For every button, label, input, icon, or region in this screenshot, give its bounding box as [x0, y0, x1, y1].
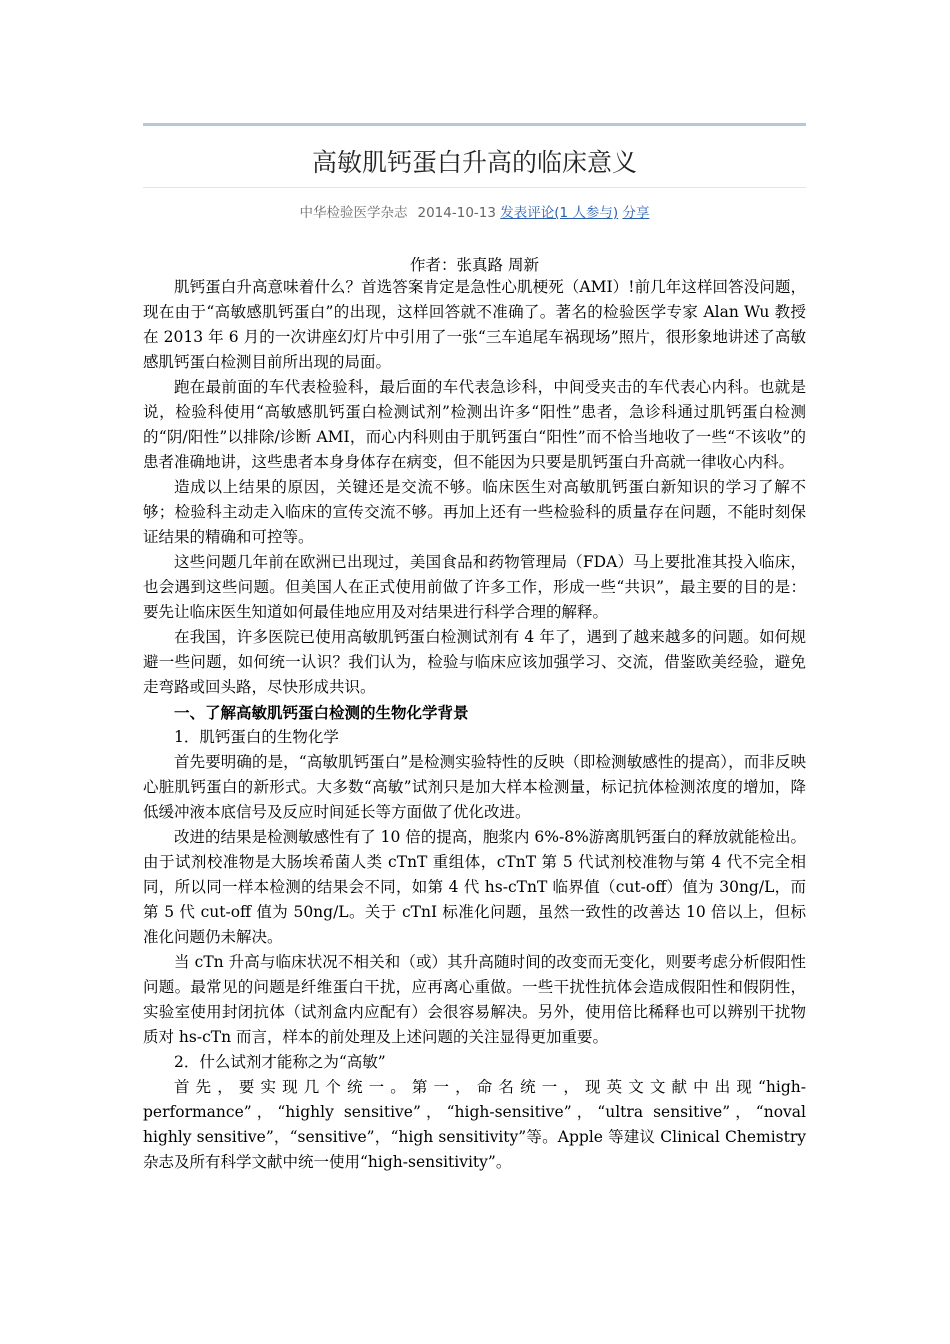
paragraph: 造成以上结果的原因，关键还是交流不够。临床医生对高敏肌钙蛋白新知识的学习了解不够；检验科主动走入临床的宣传交流不够。再加上还有一些检验科的质量存在问题，不能时刻保证结果的精确和可控等。 [143, 478, 806, 546]
subsection-heading: 2．什么试剂才能称之为“高敏” [174, 1053, 386, 1071]
article-title: 高敏肌钙蛋白升高的临床意义 [311, 148, 637, 177]
title-divider [143, 187, 806, 188]
paragraph: 肌钙蛋白升高意味着什么？首选答案肯定是急性心肌梗死（AMI）!前几年这样回答没问题，现在由于“高敏感肌钙蛋白”的出现，这样回答就不准确了。著名的检验医学专家 Alan Wu 教授在 2013 年 6 月的一次讲座幻灯片中引用了一张“三车追尾车祸现场”照片，很形象地讲述了高敏感肌钙蛋白检测目前所出现的局面。 [143, 278, 806, 371]
paragraph: 当 cTn 升高与临床状况不相关和（或）其升高随时间的改变而无变化，则要考虑分析假阳性问题。最常见的问题是纤维蛋白干扰，应再离心重做。一些干扰性抗体会造成假阳性和假阴性，实验室使用封闭抗体（试剂盒内应配有）会很容易解决。另外，使用倍比稀释也可以辨别干扰物质对 hs-cTn 而言，样本的前处理及上述问题的关注显得更加重要。 [143, 953, 806, 1046]
source-label: 中华检验医学杂志 [299, 205, 408, 221]
share-link[interactable]: 分享 [622, 205, 650, 221]
paragraph: 在我国，许多医院已使用高敏肌钙蛋白检测试剂有 4 年了，遇到了越来越多的问题。如何规避一些问题，如何统一认识？我们认为，检验与临床应该加强学习、交流，借鉴欧美经验，避免走弯路或回头路，尽快形成共识。 [143, 628, 806, 696]
section-heading: 一、了解高敏肌钙蛋白检测的生物化学背景 [174, 703, 469, 722]
article-meta [143, 203, 806, 223]
subsection-heading: 1．肌钙蛋白的生物化学 [174, 728, 339, 746]
top-divider [143, 123, 806, 126]
paragraph: 首先要明确的是，“高敏肌钙蛋白”是检测实验特性的反映（即检测敏感性的提高），而非反映心脏肌钙蛋白的新形式。大多数“高敏”试剂只是加大样本检测量，标记抗体检测浓度的增加，降低缓冲液本底信号及反应时间延长等方面做了优化改进。 [143, 753, 806, 821]
author-line: 作者：张真路 周新 [410, 256, 539, 274]
article-body [143, 275, 806, 1175]
paragraph: 首先，要实现几个统一。第一，命名统一，现英文文献中出现“high-performance”，“highly sensitive”，“high-sensitive”，“ultra sensitive”，“noval highly sensitive”，“sensitive”，“high sensitivity”等。Apple 等建议 Clinical Chemistry 杂志及所有科学文献中统一使用“high-sensitivity”。 [143, 1078, 806, 1171]
paragraph: 改进的结果是检测敏感性有了 10 倍的提高，胞浆内 6%-8%游离肌钙蛋白的释放就能检出。由于试剂校准物是大肠埃希菌人类 cTnT 重组体，cTnT 第 5 代试剂校准物与第 4 代不完全相同，所以同一样本检测的结果会不同，如第 4 代 hs-cTnT 临界值（cut-off）值为 30ng/L，而第 5 代 cut-off 值为 50ng/L。关于 cTnI 标准化问题，虽然一致性的改善达 10 倍以上，但标准化问题仍未解决。 [143, 828, 806, 946]
paragraph: 跑在最前面的车代表检验科，最后面的车代表急诊科，中间受夹击的车代表心内科。也就是说，检验科使用“高敏感肌钙蛋白检测试剂”检测出许多“阳性”患者，急诊科通过肌钙蛋白检测的“阴/阳性”以排除/诊断 AMI，而心内科则由于肌钙蛋白“阳性”而不恰当地收了一些“不该收”的患者准确地讲，这些患者本身身体存在病变，但不能因为只要是肌钙蛋白升高就一律收心内科。 [143, 378, 806, 471]
comment-link[interactable]: 发表评论(1 人参与) [500, 205, 619, 221]
paragraph: 这些问题几年前在欧洲已出现过，美国食品和药物管理局（FDA）马上要批准其投入临床，也会遇到这些问题。但美国人在正式使用前做了许多工作，形成一些“共识”，最主要的目的是：要先让临床医生知道如何最佳地应用及对结果进行科学合理的解释。 [143, 553, 806, 621]
publish-date: 2014-10-13 [417, 205, 496, 221]
